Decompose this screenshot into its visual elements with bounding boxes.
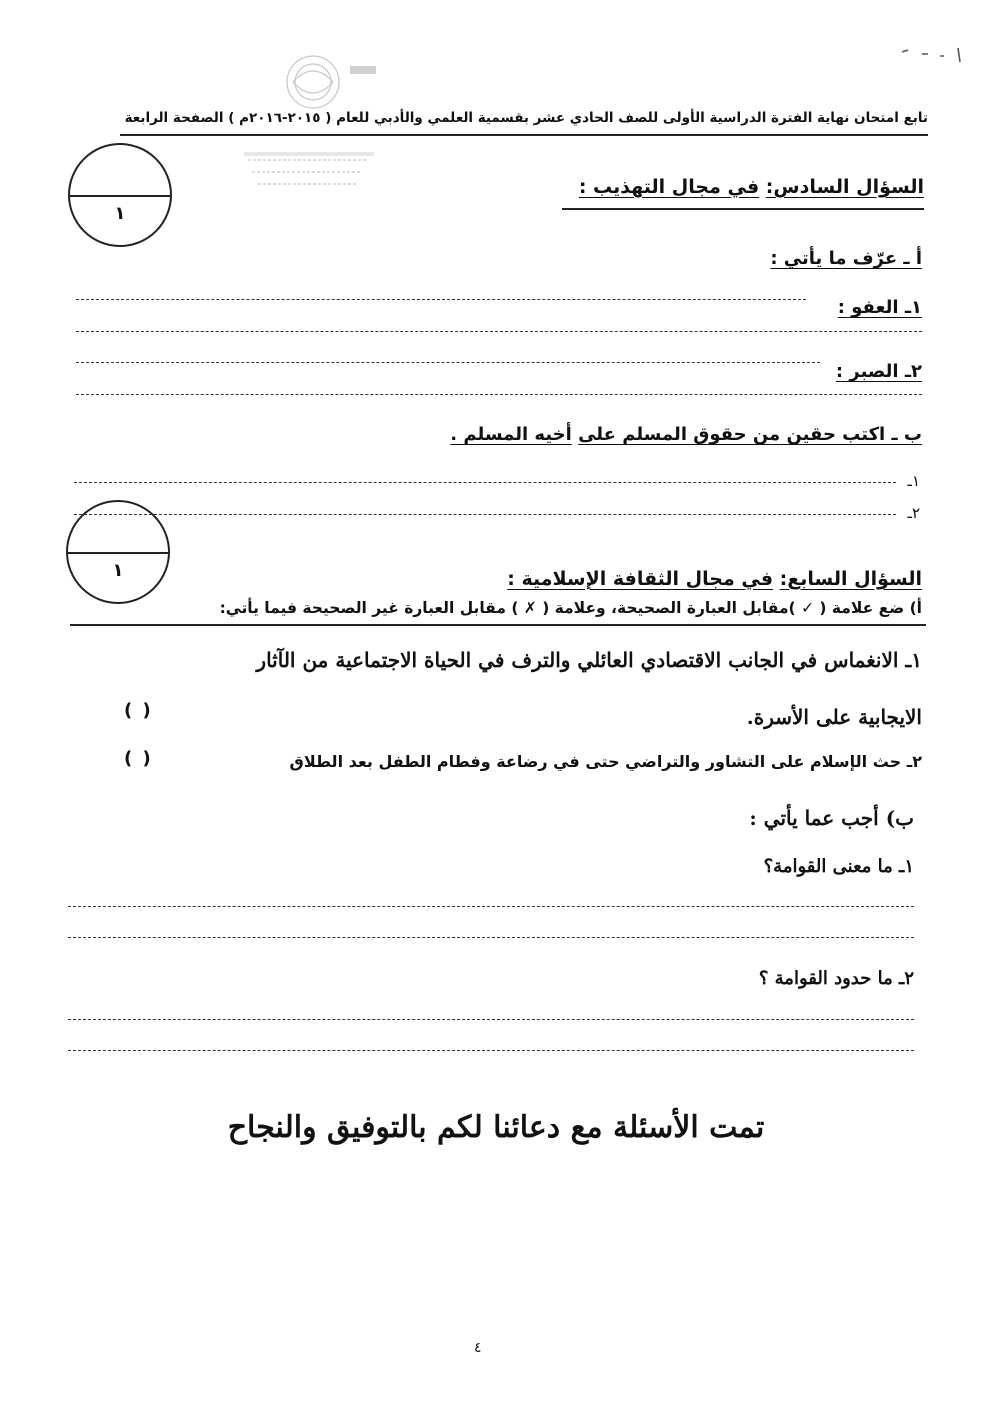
- closing-message: تمت الأسئلة مع دعائنا لكم بالتوفيق والنجاح: [227, 1110, 765, 1145]
- header-rule: [120, 134, 928, 136]
- answer-line[interactable]: [68, 906, 914, 907]
- q7-statement-1-line2: الايجابية على الأسرة.: [746, 705, 922, 729]
- q6-title-topic: في مجال التهذيب :: [578, 176, 760, 198]
- exam-header: تابع امتحان نهاية الفترة الدراسية الأولى للصف الحادي عشر بقسمية العلمي والأدبي للعام ( ٢٠١٥-٢٠١٦م ) الصفحة الرابعة: [124, 110, 928, 126]
- part-b-tail: أخيه المسلم .: [450, 424, 572, 445]
- q7-title-topic: في مجال الثقافة الإسلامية :: [507, 568, 774, 590]
- q7-statement-1-line1: ١ـ الانغماس في الجانب الاقتصادي العائلي والترف في الحياة الاجتماعية من الآثار: [256, 648, 922, 672]
- part-b-lead: ب ـ اكتب حقين من حقوق المسلم على: [578, 424, 922, 445]
- q7-title: [507, 568, 922, 590]
- item1-text: ١ـ العفو :: [837, 297, 922, 318]
- q7-title-lead: السؤال السابع:: [779, 568, 922, 590]
- q6-underline: [562, 208, 924, 210]
- q6-part-b: [450, 424, 922, 445]
- answer-line[interactable]: [74, 482, 896, 483]
- answer-line[interactable]: [68, 937, 914, 938]
- answer-line[interactable]: [76, 394, 922, 395]
- q6-line2-num: ٢ـ: [907, 504, 920, 522]
- answer-line[interactable]: [74, 514, 896, 515]
- score-circle-q6: [68, 143, 172, 247]
- answer-parentheses[interactable]: ( ): [124, 748, 153, 769]
- q7-statement-2: ٢ـ حث الإسلام على التشاور والتراضي حتى في رضاعة وفطام الطفل بعد الطلاق: [289, 752, 922, 771]
- page-number: ٤: [474, 1340, 482, 1356]
- item2-text: ٢ـ الصبر :: [835, 361, 922, 382]
- answer-line[interactable]: [76, 299, 806, 300]
- answer-line[interactable]: [76, 331, 922, 332]
- q6-part-a: أ ـ عرّف ما يأتي :: [770, 248, 922, 269]
- q7-instruction: أ) ضع علامة ( ✓ )مقابل العبارة الصحيحة، وعلامة ( ✗ ) مقابل العبارة غير الصحيحة فيما يأتي:: [219, 599, 922, 617]
- q7-part-b: ب) أجب عما يأتي :: [749, 806, 914, 830]
- score-circle-q7: [66, 500, 170, 604]
- q6-item2-label: [836, 361, 922, 382]
- answer-line[interactable]: [76, 362, 820, 363]
- corner-mark: [896, 40, 976, 70]
- q7-instruction-rule: [70, 624, 926, 626]
- answer-line[interactable]: [68, 1050, 914, 1051]
- q6-title-lead: السؤال السادس:: [765, 176, 924, 198]
- q7-question-1: ١ـ ما معنى القوامة؟: [763, 856, 914, 877]
- q6-line1-num: ١ـ: [907, 472, 920, 490]
- q6-item1-label: [838, 297, 922, 318]
- answer-parentheses[interactable]: ( ): [124, 700, 153, 721]
- score-value: ١: [112, 560, 124, 581]
- answer-line[interactable]: [68, 1019, 914, 1020]
- score-value: ١: [114, 203, 126, 224]
- q6-title: [579, 176, 924, 198]
- q7-question-2: ٢ـ ما حدود القوامة ؟: [758, 968, 914, 989]
